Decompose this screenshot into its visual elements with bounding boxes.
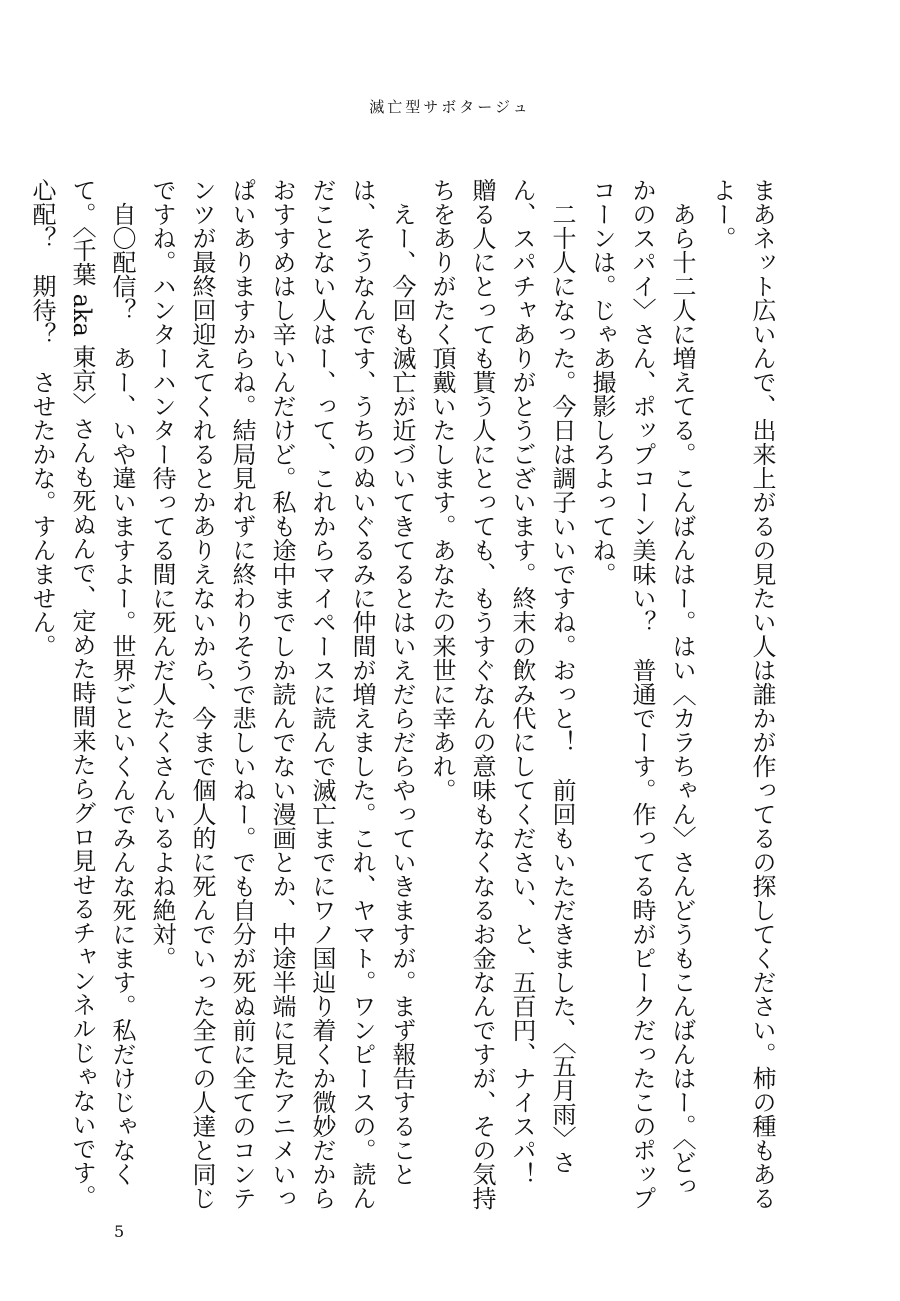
paragraph: えー、今回も滅亡が近づいてきてるとはいえだらだらやっていきますが。まず報告することは、そうなんです、うちのぬいぐるみに仲間が増えました。これ、ヤマト。ワンピースの。読んだことない人はー、って、これからマイペースに読んで滅亡までにワノ国辿り着くか微妙だからおすすめはし辛いんだけど。私も途中までしか読んでない漫画とか、中途半端に見たアニメいっぱいありますからね。結局見れずに終わりそうで悲しいねー。でも自分が死ぬ前に全てのコンテンツが最終回迎えてくれるとかありえないから、今まで個人的に死んでいった全ての人達と同じですね。ハンターハンター待ってる間に死んだ人たくさんいるよね絶対。 (148, 178, 416, 1210)
running-title: 滅亡型サボタージュ (369, 98, 531, 116)
vertical-body-text (28, 178, 782, 1218)
paragraph: 二十人になった。今日は調子いいですね。おっと！ 前回もいただきました、〈五月雨〉さん、スパチャありがとうございます。終末の飲み代にしてください、と、五百円、ナイスパ！ 贈る人にとっても貰う人にとっても、もうすぐなんの意味もなくなるお金なんですが、その気持ちをありがたく頂戴いたします。あなたの来世に幸あれ。 (428, 178, 576, 1210)
paragraph: まあネット広いんで、出来上がるの見たい人は誰かが作ってるの探してください。柿の種もあるよー。 (708, 178, 776, 1210)
page-number: 5 (114, 1222, 125, 1241)
paragraph: あら十二人に増えてる。こんばんはー。はい〈カラちゃん〉さんどうもこんばんはー。〈どっかのスパイ〉さん、ポップコーン美味い？ 普通でーす。作ってる時がピークだったこのポップコーンは。じゃあ撮影しろよってね。 (588, 178, 696, 1210)
paragraph: 自〇配信？ あー、いや違いますよー。世界ごといくんでみんな死にます。私だけじゃなくて。〈千葉 aka 東京〉さんも死ぬんで、定めた時間来たらグロ見せるチャンネルじゃないです。心配？ 期待？ させたかな。すんません。 (28, 178, 136, 1209)
